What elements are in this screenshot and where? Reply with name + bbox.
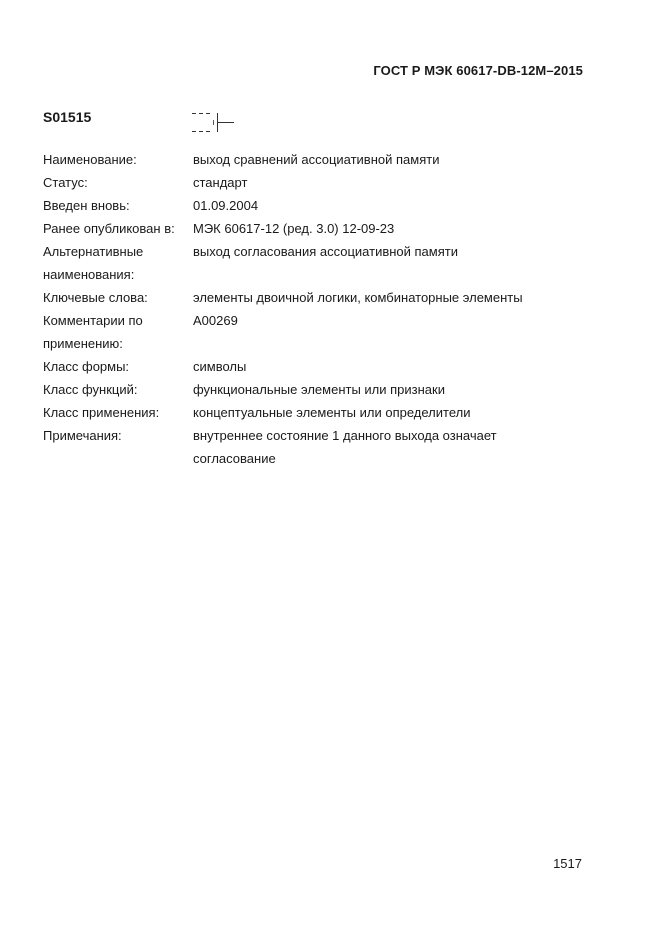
field-label — [43, 309, 193, 355]
field-row-application-notes — [43, 309, 603, 355]
field-label: Наименование: — [43, 152, 137, 167]
field-label: Статус: — [43, 175, 88, 190]
field-label-line: Комментарии по — [43, 313, 143, 328]
field-value: концептуальные элементы или определители — [193, 405, 471, 420]
document-header-title: ГОСТ Р МЭК 60617-DB-12M–2015 — [373, 63, 583, 78]
field-value: 01.09.2004 — [193, 198, 259, 213]
field-label: Ранее опубликован в: — [43, 221, 175, 236]
symbol-code: S01515 — [43, 109, 92, 125]
field-row-alternative-names — [43, 240, 603, 286]
field-value: символы — [193, 359, 247, 374]
field-value: МЭК 60617-12 (ред. 3.0) 12-09-23 — [193, 221, 395, 236]
field-row-application-class — [43, 401, 603, 424]
field-value-line: согласование — [193, 451, 276, 466]
field-label: Класс применения: — [43, 405, 160, 420]
field-row-function-class — [43, 378, 603, 401]
field-row-previously-published — [43, 217, 603, 240]
field-label: Класс формы: — [43, 359, 130, 374]
field-value-line: внутреннее состояние 1 данного выхода означает — [193, 428, 497, 443]
field-label-line: Альтернативные — [43, 244, 144, 259]
field-row-keywords — [43, 286, 603, 309]
page-number: 1517 — [553, 856, 582, 871]
field-label: Введен вновь: — [43, 198, 130, 213]
field-value: стандарт — [193, 175, 248, 190]
field-label: Примечания: — [43, 428, 122, 443]
field-label: Класс функций: — [43, 382, 138, 397]
field-value: A00269 — [193, 313, 238, 328]
field-value: выход согласования ассоциативной памяти — [193, 244, 458, 259]
field-row-status — [43, 171, 603, 194]
field-row-shape-class — [43, 355, 603, 378]
field-value: функциональные элементы или признаки — [193, 382, 445, 397]
entry-fields — [43, 148, 603, 470]
field-label: Ключевые слова: — [43, 290, 148, 305]
field-label-line: применению: — [43, 336, 123, 351]
field-row-introduced — [43, 194, 603, 217]
field-value: выход сравнений ассоциативной памяти — [193, 152, 440, 167]
field-row-name — [43, 148, 603, 171]
field-label — [43, 240, 193, 286]
associative-memory-comparison-output-symbol-icon — [190, 109, 238, 140]
field-value — [193, 424, 603, 470]
field-value: элементы двоичной логики, комбинаторные элементы — [193, 290, 523, 305]
field-label-line: наименования: — [43, 267, 135, 282]
field-row-remarks — [43, 424, 603, 470]
